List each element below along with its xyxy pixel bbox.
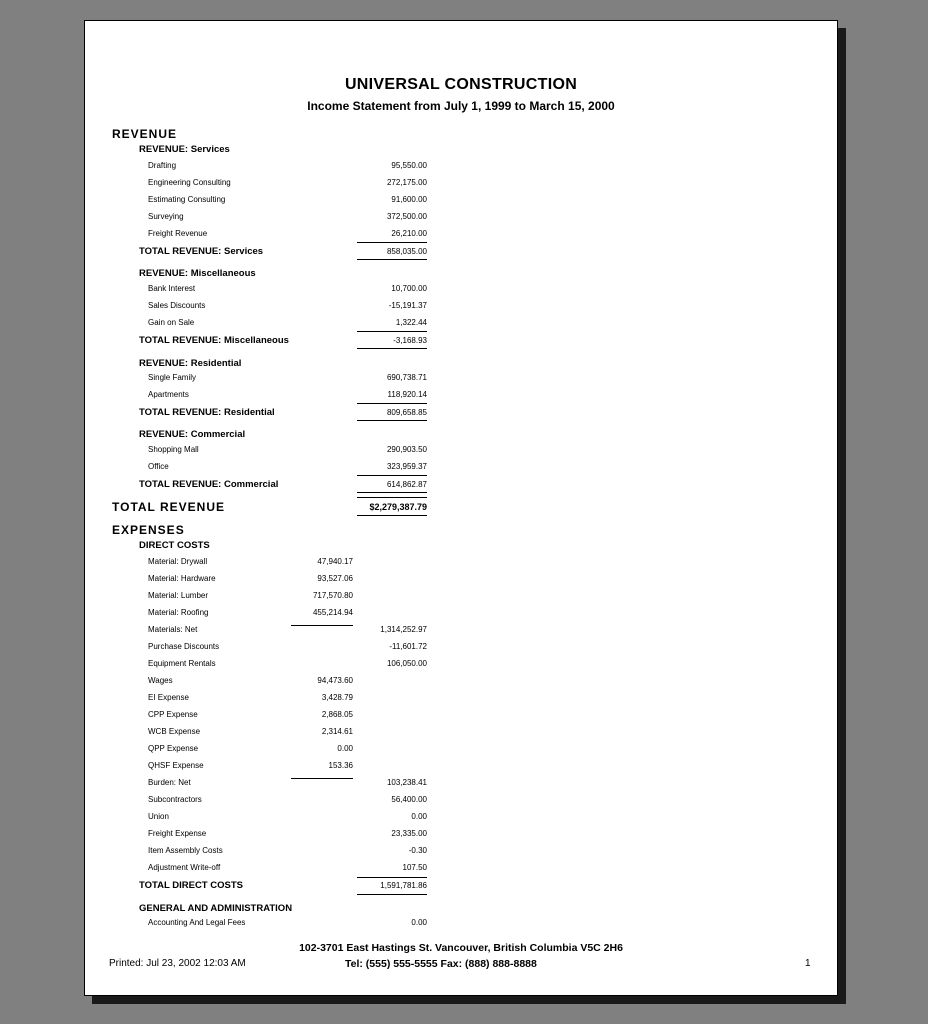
line-item-label: Bank Interest bbox=[148, 284, 196, 293]
line-item-label: Accounting And Legal Fees bbox=[148, 918, 246, 927]
line-item-value: 717,570.80 bbox=[312, 591, 353, 600]
line-item-value: 323,959.37 bbox=[386, 462, 427, 471]
line-item-label: Item Assembly Costs bbox=[148, 846, 223, 855]
line-item-label: Office bbox=[148, 462, 169, 471]
line-item-label: Apartments bbox=[148, 390, 189, 399]
total-rule bbox=[357, 515, 427, 516]
line-item-label: Shopping Mall bbox=[148, 445, 199, 454]
line-item-label: QPP Expense bbox=[148, 744, 199, 753]
misc-total-value: -3,168.93 bbox=[393, 336, 427, 345]
line-item-value: 1,322.44 bbox=[395, 318, 427, 327]
direct-costs-total-value: 1,591,781.86 bbox=[380, 881, 427, 890]
line-item-label: Single Family bbox=[148, 373, 197, 382]
subtotal-rule bbox=[357, 492, 427, 493]
residential-total-value: 809,658.85 bbox=[386, 408, 427, 417]
line-item-label: Estimating Consulting bbox=[148, 195, 226, 204]
line-item-label: Union bbox=[148, 812, 169, 821]
revenue-heading: REVENUE bbox=[112, 127, 178, 141]
misc-total-label: TOTAL REVENUE: Miscellaneous bbox=[139, 335, 289, 346]
line-item-label: Freight Expense bbox=[148, 829, 207, 838]
materials-net-value: 1,314,252.97 bbox=[380, 625, 427, 634]
line-item-label: Sales Discounts bbox=[148, 301, 206, 310]
total-rule bbox=[357, 497, 427, 498]
direct-costs-heading: DIRECT COSTS bbox=[139, 540, 210, 551]
line-item-value: 10,700.00 bbox=[391, 284, 427, 293]
subtotal-rule bbox=[357, 331, 427, 332]
commercial-total-value: 614,862.87 bbox=[386, 480, 427, 489]
burden-net-label: Burden: Net bbox=[148, 778, 191, 787]
line-item-label: QHSF Expense bbox=[148, 761, 204, 770]
line-item-label: Material: Drywall bbox=[148, 557, 208, 566]
total-revenue-value: $2,279,387.79 bbox=[369, 502, 427, 512]
residential-heading: REVENUE: Residential bbox=[139, 358, 242, 369]
line-item-label: Material: Lumber bbox=[148, 591, 209, 600]
line-item-value: 3,428.79 bbox=[321, 693, 353, 702]
subtotal-rule bbox=[357, 403, 427, 404]
printed-timestamp: Printed: Jul 23, 2002 12:03 AM bbox=[109, 958, 246, 969]
line-item-label: Engineering Consulting bbox=[148, 178, 231, 187]
subtotal-rule bbox=[357, 894, 427, 895]
commercial-heading: REVENUE: Commercial bbox=[139, 429, 246, 440]
line-item-value: 372,500.00 bbox=[386, 212, 427, 221]
line-item-value: 94,473.60 bbox=[317, 676, 353, 685]
subtotal-rule bbox=[291, 778, 353, 779]
subtotal-rule bbox=[291, 625, 353, 626]
line-item-label: CPP Expense bbox=[148, 710, 198, 719]
line-item-value: 2,868.05 bbox=[321, 710, 353, 719]
subtotal-rule bbox=[357, 420, 427, 421]
line-item-value: 56,400.00 bbox=[391, 795, 427, 804]
line-item-value: 290,903.50 bbox=[386, 445, 427, 454]
commercial-total-label: TOTAL REVENUE: Commercial bbox=[139, 479, 279, 490]
line-item-label: Surveying bbox=[148, 212, 184, 221]
line-item-value: -15,191.37 bbox=[388, 301, 427, 310]
purchase-discounts-value: -11,601.72 bbox=[389, 642, 427, 651]
line-item-label: Gain on Sale bbox=[148, 318, 195, 327]
line-item-value: 93,527.06 bbox=[317, 574, 353, 583]
services-total-value: 858,035.00 bbox=[386, 247, 427, 256]
direct-costs-total-label: TOTAL DIRECT COSTS bbox=[139, 880, 243, 891]
line-item-value: 23,335.00 bbox=[391, 829, 427, 838]
burden-net-value: 103,238.41 bbox=[386, 778, 427, 787]
line-item-value: 272,175.00 bbox=[386, 178, 427, 187]
misc-heading: REVENUE: Miscellaneous bbox=[139, 268, 256, 279]
line-item-value: 91,600.00 bbox=[391, 195, 427, 204]
page-number: 1 bbox=[805, 958, 811, 969]
line-item-value: 690,738.71 bbox=[386, 373, 427, 382]
line-item-label: Adjustment Write-off bbox=[148, 863, 221, 872]
residential-total-label: TOTAL REVENUE: Residential bbox=[139, 407, 275, 418]
line-item-value: 0.00 bbox=[337, 744, 353, 753]
line-item-value: 455,214.94 bbox=[312, 608, 353, 617]
services-heading: REVENUE: Services bbox=[139, 144, 230, 155]
subtotal-rule bbox=[357, 348, 427, 349]
line-item-value: 118,920.14 bbox=[387, 390, 427, 399]
line-item-label: Material: Hardware bbox=[148, 574, 216, 583]
total-revenue-label: TOTAL REVENUE bbox=[112, 500, 226, 514]
line-item-value: 95,550.00 bbox=[391, 161, 427, 170]
report-page bbox=[84, 20, 838, 996]
line-item-label: Freight Revenue bbox=[148, 229, 208, 238]
materials-net-label: Materials: Net bbox=[148, 625, 198, 634]
footer-address: 102-3701 East Hastings St. Vancouver, British Columbia V5C 2H6 bbox=[299, 942, 623, 954]
line-item-value: 47,940.17 bbox=[317, 557, 353, 566]
report-subtitle: Income Statement from July 1, 1999 to March 15, 2000 bbox=[307, 99, 615, 113]
subtotal-rule bbox=[357, 242, 427, 243]
subtotal-rule bbox=[357, 475, 427, 476]
line-item-value: 107.50 bbox=[402, 863, 427, 872]
line-item-label: Material: Roofing bbox=[148, 608, 209, 617]
subtotal-rule bbox=[357, 877, 427, 878]
services-total-label: TOTAL REVENUE: Services bbox=[139, 246, 264, 257]
line-item-label: WCB Expense bbox=[148, 727, 201, 736]
line-item-value: 0.00 bbox=[411, 918, 427, 927]
line-item-label: EI Expense bbox=[148, 693, 189, 702]
line-item-value: 26,210.00 bbox=[391, 229, 427, 238]
line-item-label: Drafting bbox=[148, 161, 177, 170]
line-item-label: Subcontractors bbox=[148, 795, 202, 804]
line-item-value: -0.30 bbox=[408, 846, 427, 855]
equipment-rentals-label: Equipment Rentals bbox=[148, 659, 216, 668]
footer-phone: Tel: (555) 555-5555 Fax: (888) 888-8888 bbox=[345, 958, 537, 970]
line-item-value: 2,314.61 bbox=[321, 727, 353, 736]
line-item-value: 153.36 bbox=[328, 761, 353, 770]
line-item-label: Wages bbox=[148, 676, 173, 685]
purchase-discounts-label: Purchase Discounts bbox=[148, 642, 220, 651]
line-item-value: 0.00 bbox=[411, 812, 427, 821]
equipment-rentals-value: 106,050.00 bbox=[386, 659, 427, 668]
general-admin-heading: GENERAL AND ADMINISTRATION bbox=[139, 903, 293, 914]
expenses-heading: EXPENSES bbox=[112, 523, 185, 537]
subtotal-rule bbox=[357, 259, 427, 260]
company-title: UNIVERSAL CONSTRUCTION bbox=[344, 76, 578, 93]
